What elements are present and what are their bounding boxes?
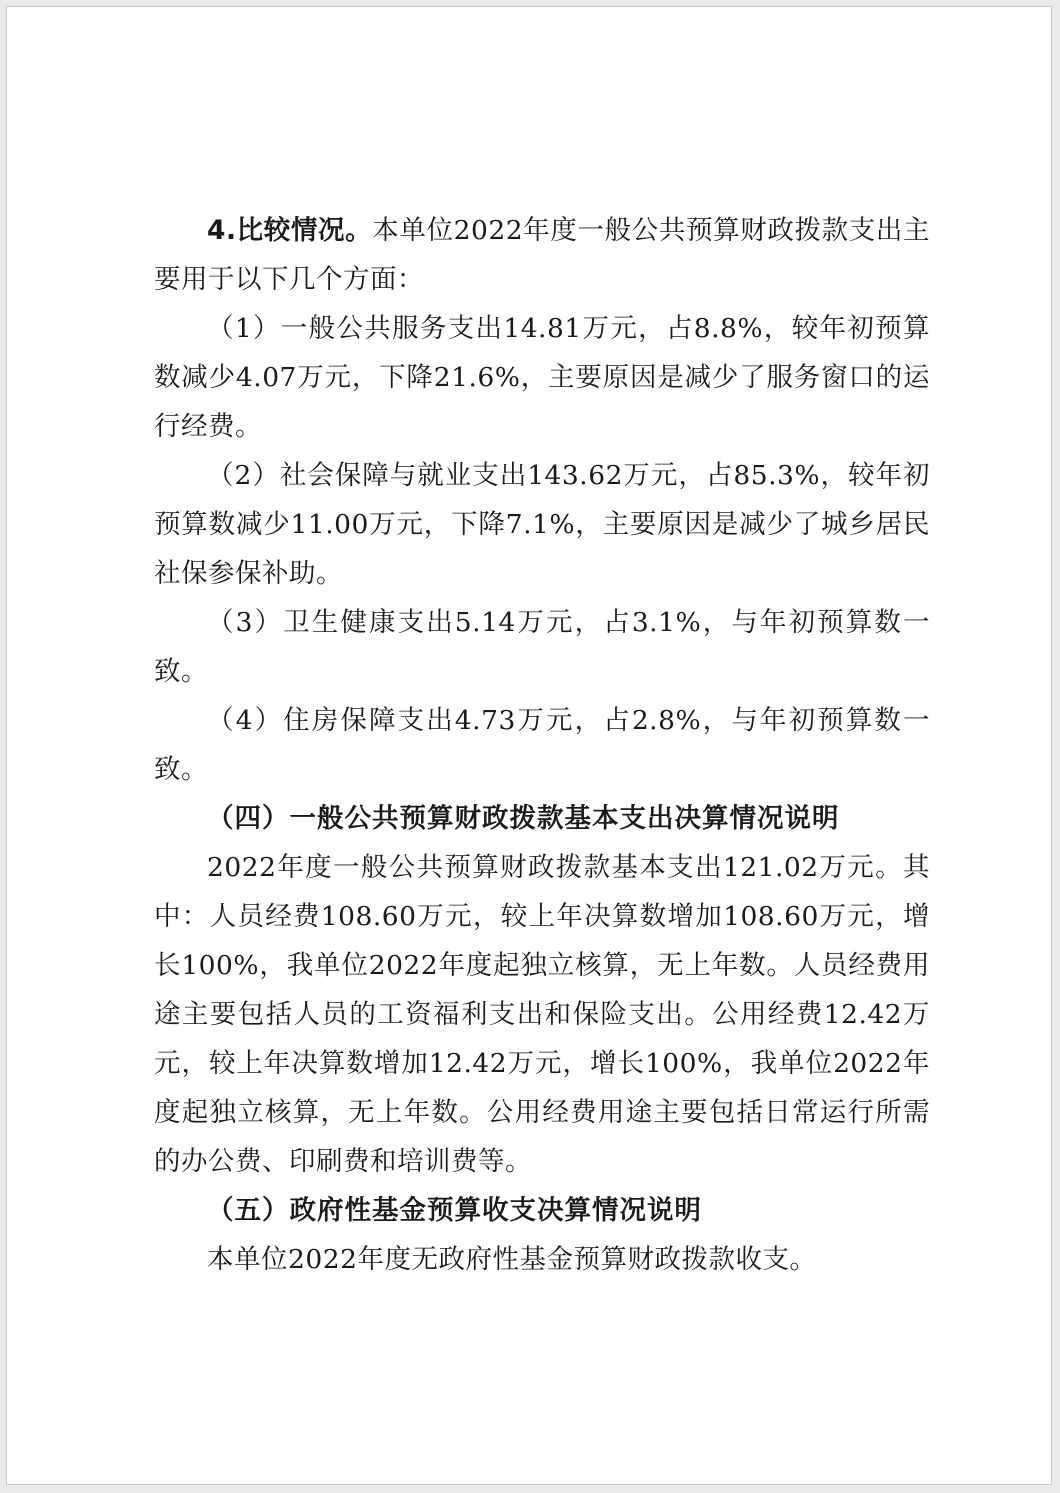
section-heading-4: （四）一般公共预算财政拨款基本支出决算情况说明 — [207, 803, 840, 834]
gov-fund-paragraph: 本单位2022年度无政府性基金预算财政拨款收支。 — [207, 1244, 817, 1275]
document-page — [6, 6, 1052, 1485]
comparison-paragraph — [154, 206, 930, 304]
item-general-public-services: （1）一般公共服务支出14.81万元，占8.8%，较年初预算数减少4.07万元，下降21.6%，主要原因是减少了服务窗口的运行经费。 — [154, 313, 930, 442]
item-health: （3）卫生健康支出5.14万元，占3.1%，与年初预算数一致。 — [154, 607, 930, 687]
comparison-intro: 本单位2022年度一般公共预算财政拨款支出主要用于以下几个方面： — [154, 215, 930, 295]
basic-expenditure-paragraph: 2022年度一般公共预算财政拨款基本支出121.02万元。其中：人员经费108.60万元，较上年决算数增加108.60万元，增长100%，我单位2022年度起独立核算，无上年数。人员经费用途主要包括人员的工资福利支出和保险支出。公用经费12.42万元，较上年决算数增加12.42万元，增长100%，我单位2022年度起独立核算，无上年数。公用经费用途主要包括日常运行所需的办公费、印刷费和培训费等。 — [154, 852, 930, 1177]
document-body — [154, 206, 930, 1284]
item-housing: （4）住房保障支出4.73万元，占2.8%，与年初预算数一致。 — [154, 705, 930, 785]
comparison-lead: 4.比较情况。 — [207, 215, 373, 246]
section-heading-5: （五）政府性基金预算收支决算情况说明 — [207, 1195, 702, 1226]
item-social-security: （2）社会保障与就业支出143.62万元，占85.3%，较年初预算数减少11.00万元，下降7.1%，主要原因是减少了城乡居民社保参保补助。 — [154, 460, 930, 589]
